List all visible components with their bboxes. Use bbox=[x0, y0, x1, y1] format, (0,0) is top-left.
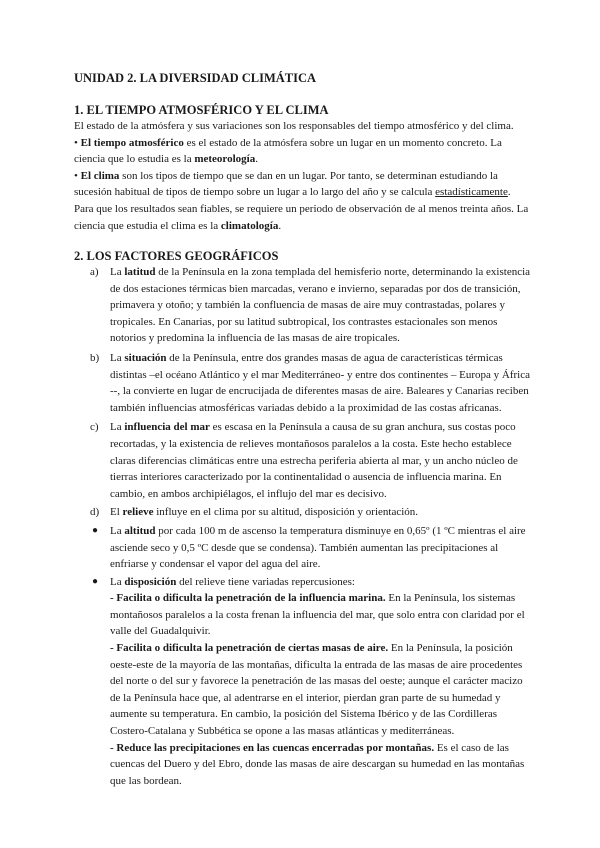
factor-situacion: b) La situación de la Península, entre dos grandes masas de agua de características térmicas distintas –el océano Atlántico y el mar Mediterráneo- y entre dos continentes – Europa y África --, la convierte en lugar de encrucijada de diferentes masas de aire. Baleares y Canarias reciben también influencias atmosféricas variadas debido a la proximidad de las costas africanas. bbox=[90, 351, 530, 414]
factor-latitud: a) La latitud de la Península en la zona templada del hemisferio norte, determinando la existencia de dos estaciones térmicas bien marcadas, verano e invierno, separadas por dos de transición, primavera y otoño; y también la confluencia de masas de aire muy contrastadas, polares y tropicales. En Canarias, por su latitud subtropical, los contrastes estacionales son menos notorios y predomina la influencia de las masas de aire tropicales. bbox=[90, 266, 531, 345]
section-1-body bbox=[74, 118, 530, 234]
estadisticamente-underlined: estadísticamente bbox=[435, 186, 508, 199]
factors-list bbox=[74, 264, 534, 789]
disposicion-item: - Facilita o dificulta la penetración de ciertas masas de aire. En la Península, la posición oeste-este de la mayoría de las montañas, dificulta la entrada de las masas de aire procedentes del norte o del sur y favorece la penetración de las masas del oeste; aunque el carácter macizo de la Península hace que, al adentrarse en el interior, pierdan gran parte de su humedad y aumente su temperatura. En cambio, la posición del Sistema Ibérico y de las Cordilleras Costero-Catalana y Subbética se opone a las masas atlánticas y mediterráneas. bbox=[110, 642, 523, 738]
disposicion-item: - Facilita o dificulta la penetración de la influencia marina. En la Península, los sistemas montañosos paralelos a la costa frenan la influencia del mar, que solo entra con claridad por el valle del Guadalquivir. bbox=[110, 592, 525, 638]
relieve-altitud: ● La altitud por cada 100 m de ascenso la temperatura disminuye en 0,65º (1 ºC mientras el aire asciende seco y 0,5 ºC desde que se condensa). También aumentan las precipitaciones al enfriarse y condensar el vapor del agua del aire. bbox=[92, 524, 526, 571]
unit-title: UNIDAD 2. LA DIVERSIDAD CLIMÁTICA bbox=[74, 71, 317, 85]
section-2-heading: 2. LOS FACTORES GEOGRÁFICOS bbox=[74, 249, 279, 263]
tiempo-term: El tiempo atmosférico bbox=[80, 136, 184, 149]
section-1-heading: 1. EL TIEMPO ATMOSFÉRICO Y EL CLIMA bbox=[74, 103, 329, 117]
bullet-icon: ● bbox=[92, 575, 99, 587]
disposicion-item: - Reduce las precipitaciones en las cuencas encerradas por montañas. Es el caso de las cuencas del Duero y del Ebro, donde las masas de aire descargan su humedad en las montañas que las bordean. bbox=[110, 741, 525, 787]
meteorologia-term: meteorología bbox=[194, 153, 256, 166]
tiempo-paragraph: • El tiempo atmosférico es el estado de la atmósfera sobre un lugar en un momento concreto. La ciencia que lo estudia es la meteorología. bbox=[74, 136, 502, 166]
clima-term: El clima bbox=[80, 169, 120, 182]
climatologia-term: climatología bbox=[220, 219, 279, 232]
factor-influencia-mar: c) La influencia del mar es escasa en la Península a causa de su gran anchura, sus costas poco recortadas, y la existencia de relieves montañosos paralelos a la costa. Este hecho establece claras diferencias climáticas entre una estrecha periferia abierta al mar, y un ancho núcleo de tierras interiores caracterizado por la continentalidad o ausencia de influencia marina. En cambio, en ambos archipiélagos, el influjo del mar es decisivo. bbox=[90, 421, 518, 500]
section-1-intro: El estado de la atmósfera y sus variaciones son los responsables del tiempo atmosférico y del clima. bbox=[74, 120, 514, 132]
clima-paragraph: • El clima son los tipos de tiempo que se dan en un lugar. Por tanto, se determinan estudiando la sucesión habitual de tipos de tiempo sobre un lugar a lo largo del año y se calcula estadísticamente. Para que los resultados sean fiables, se requiere un periodo de observación de al menos treinta años. La ciencia que estudia el clima es la climatología. bbox=[74, 169, 529, 232]
factor-relieve: d) El relieve influye en el clima por su altitud, disposición y orientación. bbox=[90, 506, 419, 519]
relieve-disposicion: ● La disposición del relieve tiene variadas repercusiones: - Facilita o dificulta la penetración de la influencia marina. En la Península, los sistemas montañosos paralelos a la costa frenan la influencia del mar, que solo entra con claridad por el valle del Guadalquivir. - Facilita o dificulta la penetración de ciertas masas de aire. En la Península, la posición oeste-este de la mayoría de las montañas, dificulta la entrada de las masas de aire procedentes del norte o del sur y favorece la penetración de las masas del oeste; aunque el carácter macizo de la Península hace que, al adentrarse en el interior, pierdan gran parte de su humedad y aumente su temperatura. En cambio, la posición del Sistema Ibérico y de las Cordilleras Costero-Catalana y Subbética se opone a las masas atlánticas y mediterráneas. - Reduce las precipitaciones en las cuencas encerradas por montañas. Es el caso de las cuencas del Duero y del Ebro, donde las masas de aire descargan su humedad en las montañas que las bordean. bbox=[74, 574, 534, 790]
bullet-icon: ● bbox=[92, 524, 99, 536]
